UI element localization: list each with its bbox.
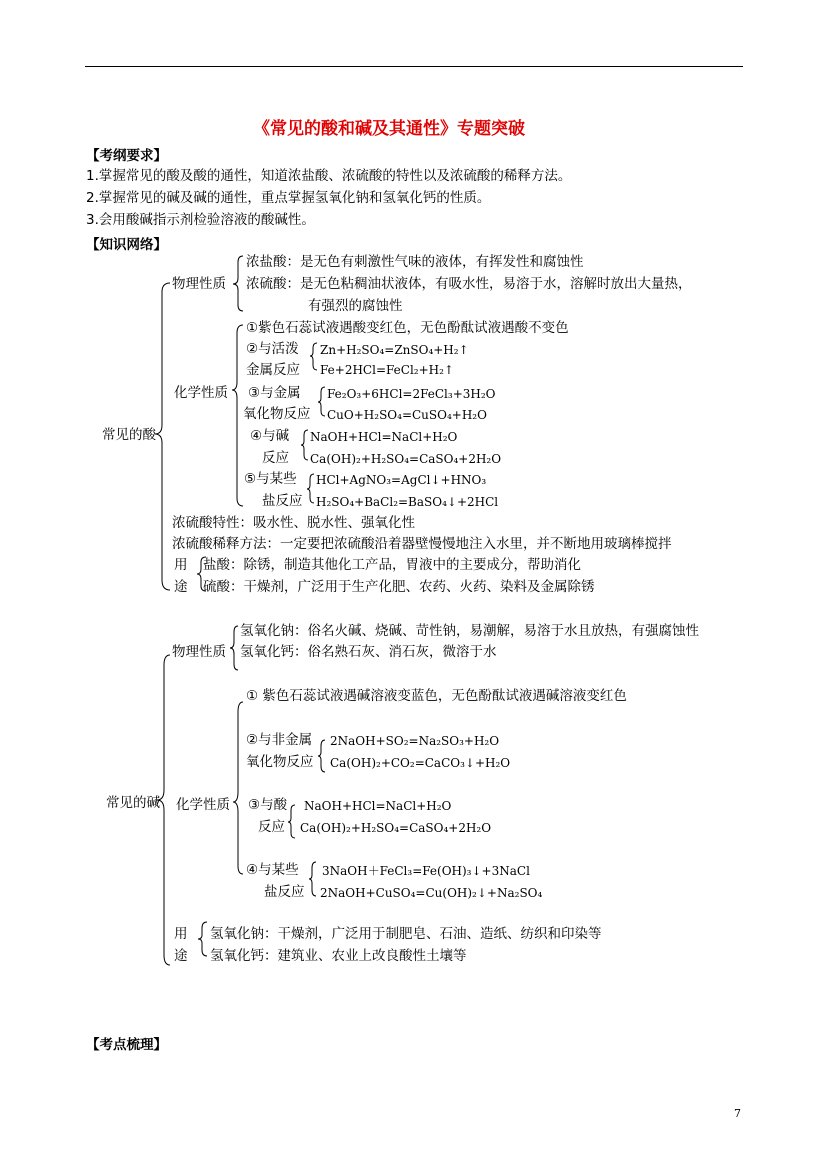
section-header-knowledge-network: 【知识网络】 <box>86 237 167 253</box>
section-header-requirements: 【考纲要求】 <box>86 148 167 164</box>
acid-chem-prop-4b: 反应 <box>262 450 289 466</box>
base-formula-h2so4: Ca(OH)₂+H₂SO₄=CaSO₄+2H₂O <box>300 821 492 835</box>
acid-chem-prop-2a: ②与活泼 <box>246 341 299 357</box>
acid-formula-zn: Zn+H₂SO₄=ZnSO₄+H₂↑ <box>320 343 469 357</box>
base-formula-co2: Ca(OH)₂+CO₂=CaCO₃↓+H₂O <box>330 756 511 770</box>
acid-formula-fe2o3: Fe₂O₃+6HCl=2FeCl₃+3H₂O <box>327 387 496 401</box>
acid-formula-agno3: HCl+AgNO₃=AgCl↓+HNO₃ <box>316 473 487 487</box>
acid-chem-prop-5a: ⑤与某些 <box>244 471 297 487</box>
base-chemical-label: 化学性质 <box>176 797 230 813</box>
base-physical-naoh: 氢氧化钠：俗名火碱、烧碱、苛性钠，易潮解，易溶于水且放热，有强腐蚀性 <box>240 623 699 639</box>
acid-chem-prop-2b: 金属反应 <box>246 362 300 378</box>
base-use-naoh: 氢氧化钠：干燥剂，广泛用于制肥皂、石油、造纸、纺织和印染等 <box>210 926 602 942</box>
base-use-label-1: 用 <box>174 926 188 942</box>
base-chem-prop-3b: 反应 <box>258 819 285 835</box>
base-formula-so2: 2NaOH+SO₂=Na₂SO₃+H₂O <box>330 734 500 748</box>
base-use-label-2: 途 <box>174 948 188 964</box>
acid-use-label-2: 途 <box>174 579 188 595</box>
requirement-item-1: 1.掌握常见的酸及酸的通性，知道浓盐酸、浓硫酸的特性以及浓硫酸的稀释方法。 <box>86 168 572 184</box>
page-number: 7 <box>734 1107 741 1120</box>
base-formula-hcl: NaOH+HCl=NaCl+H₂O <box>304 799 452 813</box>
acid-use-label-1: 用 <box>174 557 188 573</box>
acid-chem-prop-3a: ③与金属 <box>248 385 301 401</box>
base-chem-prop-2b: 氧化物反应 <box>246 754 314 770</box>
acid-physical-label: 物理性质 <box>172 276 226 292</box>
requirement-item-3: 3.会用酸碱指示剂检验溶液的酸碱性。 <box>86 212 315 228</box>
acid-use-h2so4: 硫酸：干燥剂，广泛用于生产化肥、农药、火药、染料及金属除锈 <box>203 579 595 595</box>
base-use-caoh: 氢氧化钙：建筑业、农业上改良酸性土壤等 <box>210 948 467 964</box>
acid-root-label: 常见的酸 <box>102 427 156 443</box>
acid-use-hcl: 盐酸：除锈，制造其他化工产品，胃液中的主要成分，帮助消化 <box>203 557 581 573</box>
base-chem-prop-3a: ③与酸 <box>248 797 288 813</box>
base-chem-prop-4a: ④与某些 <box>246 862 299 878</box>
base-formula-cuso4: 2NaOH+CuSO₄=Cu(OH)₂↓+Na₂SO₄ <box>320 886 543 900</box>
base-chem-prop-1: ① 紫色石蕊试液遇碱溶液变蓝色，无色酚酞试液遇碱溶液变红色 <box>246 688 627 704</box>
acid-formula-caoh: Ca(OH)₂+H₂SO₄=CaSO₄+2H₂O <box>310 452 502 466</box>
base-root-label: 常见的碱 <box>106 795 160 811</box>
base-chem-prop-2a: ②与非金属 <box>246 732 313 748</box>
acid-chem-prop-4a: ④与碱 <box>250 428 290 444</box>
base-physical-label: 物理性质 <box>172 644 226 660</box>
acid-formula-cuo: CuO+H₂SO₄=CuSO₄+H₂O <box>327 408 487 422</box>
base-formula-fecl3: 3NaOH＋FeCl₃=Fe(OH)₃↓+3NaCl <box>322 864 530 878</box>
acid-formula-fe: Fe+2HCl=FeCl₂+H₂↑ <box>320 363 454 377</box>
requirement-item-2: 2.掌握常见的碱及碱的通性，重点掌握氢氧化钠和氢氧化钙的性质。 <box>86 190 491 206</box>
acid-h2so4-special: 浓硫酸特性：吸水性、脱水性、强氧化性 <box>172 515 415 531</box>
acid-chem-prop-3b: 氧化物反应 <box>243 406 311 422</box>
acid-formula-bacl2: H₂SO₄+BaCl₂=BaSO₄↓+2HCl <box>316 495 499 509</box>
page-title: 《常见的酸和碱及其通性》专题突破 <box>253 119 525 139</box>
acid-chemical-label: 化学性质 <box>174 385 228 401</box>
base-physical-caoh: 氢氧化钙：俗名熟石灰、消石灰，微溶于水 <box>240 644 497 660</box>
base-chem-prop-4b: 盐反应 <box>264 884 305 900</box>
acid-formula-naoh: NaOH+HCl=NaCl+H₂O <box>310 430 458 444</box>
acid-physical-h2so4-line1: 浓硫酸：是无色粘稠油状液体，有吸水性，易溶于水，溶解时放出大量热， <box>246 276 692 292</box>
section-header-key-points: 【考点梳理】 <box>86 1037 167 1053</box>
acid-h2so4-dilution: 浓硫酸稀释方法：一定要把浓硫酸沿着器壁慢慢地注入水里，并不断地用玻璃棒搅拌 <box>172 536 672 552</box>
acid-physical-hcl: 浓盐酸：是无色有刺激性气味的液体，有挥发性和腐蚀性 <box>246 254 584 270</box>
acid-chem-prop-1: ①紫色石蕊试液遇酸变红色，无色酚酞试液遇酸不变色 <box>246 320 569 336</box>
acid-physical-h2so4-line2: 有强烈的腐蚀性 <box>308 298 403 314</box>
acid-chem-prop-5b: 盐反应 <box>262 493 303 509</box>
